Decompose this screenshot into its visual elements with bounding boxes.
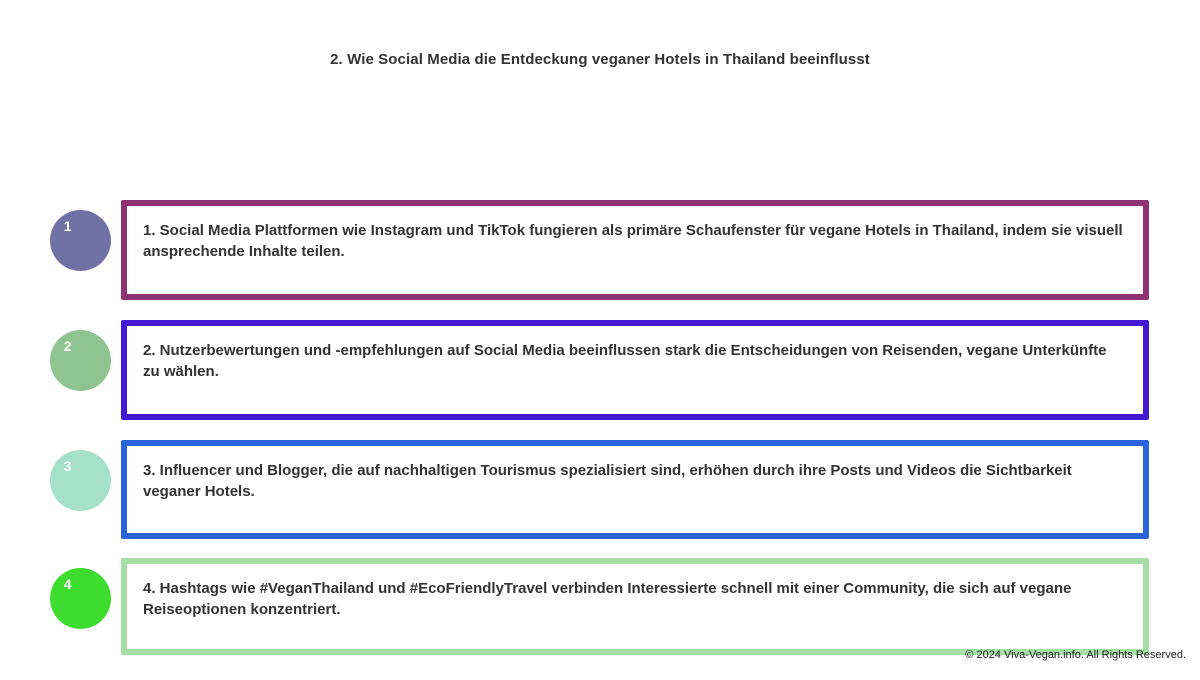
step-number-badge xyxy=(50,568,111,629)
page-title: 2. Wie Social Media die Entdeckung veganer Hotels in Thailand beeinflusst xyxy=(330,51,870,68)
step-number: 3 xyxy=(63,458,72,475)
step-number-badge xyxy=(50,210,111,271)
step-box xyxy=(121,558,1149,655)
step-text: 2. Nutzerbewertungen und -empfehlungen auf Social Media beeinflussen stark die Entscheidungen von Reisenden, vegane Unterkünfte zu wählen. xyxy=(143,342,1107,380)
step-number-badge xyxy=(50,330,111,391)
step-text: 3. Influencer und Blogger, die auf nachhaltigen Tourismus spezialisiert sind, erhöhen durch ihre Posts und Videos die Sichtbarkeit veganer Hotels. xyxy=(143,462,1072,500)
step-number: 2 xyxy=(63,338,72,355)
step-number-badge xyxy=(50,450,111,511)
copyright-notice: © 2024 Viva-Vegan.info. All Rights Reserved. xyxy=(965,649,1186,661)
step-text: 4. Hashtags wie #VeganThailand und #EcoFriendlyTravel verbinden Interessierte schnell mit einer Community, die sich auf vegane Reiseoptionen konzentriert. xyxy=(143,580,1072,618)
step-box xyxy=(121,320,1149,420)
step-box xyxy=(121,200,1149,300)
step-number: 4 xyxy=(63,576,72,593)
step-text: 1. Social Media Plattformen wie Instagram und TikTok fungieren als primäre Schaufenster für vegane Hotels in Thailand, indem sie visuell ansprechende Inhalte teilen. xyxy=(143,222,1123,260)
step-number: 1 xyxy=(63,218,72,235)
step-box xyxy=(121,440,1149,539)
